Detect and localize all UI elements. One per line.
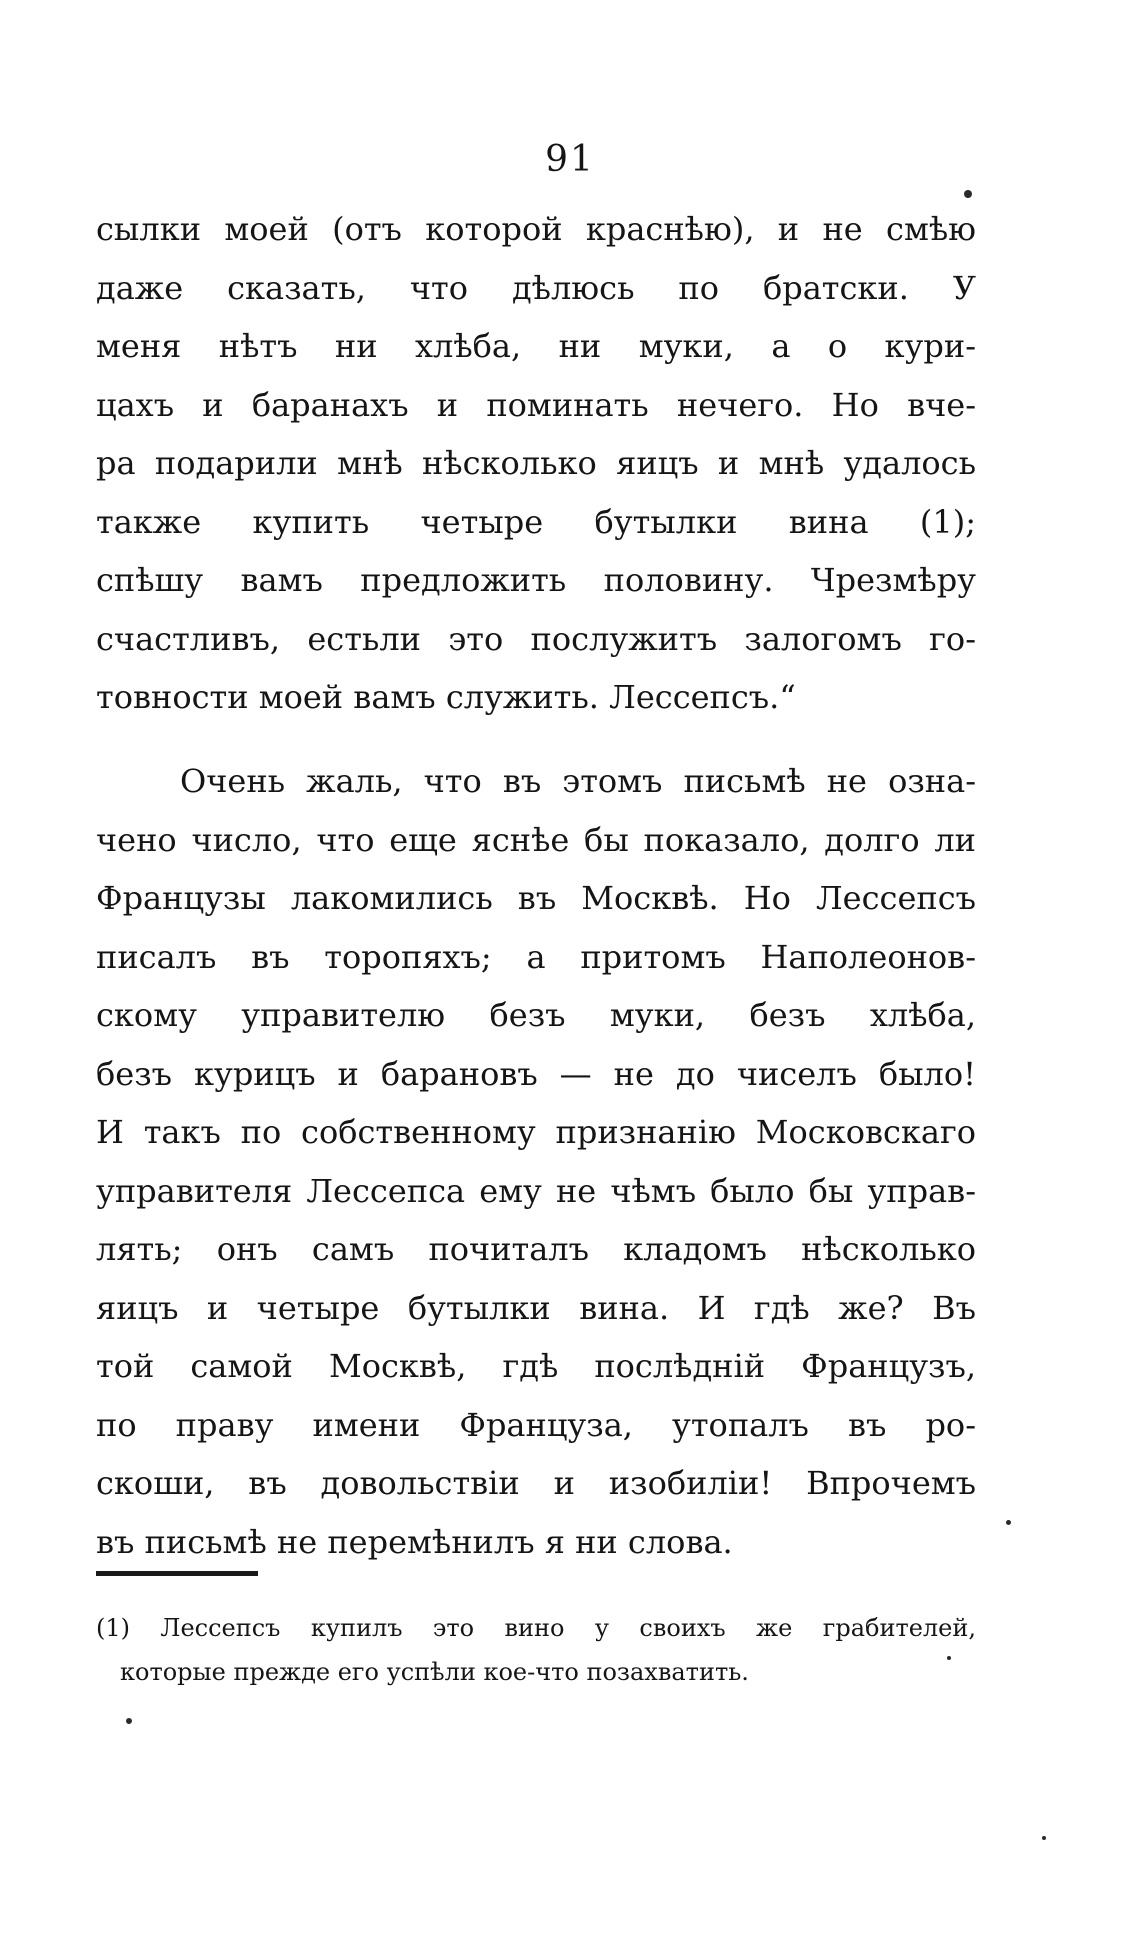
letter-line: цахъ и баранахъ и поминать нечего. Но вче- [96,385,976,424]
paragraph-line: скоши, въ довольствіи и изобиліи! Впрочемъ [96,1464,976,1502]
scan-speck [1006,1520,1011,1525]
letter-quote [96,200,976,727]
paragraph-line: Очень жаль, что въ этомъ письмѣ не озна- [180,762,976,800]
letter-line: сылки моей (отъ которой краснѣю), и не смѣю [96,210,976,248]
paragraph-line: управителя Лессепса ему не чѣмъ было бы управ- [96,1171,976,1210]
paragraph-line: по праву имени Француза, утопалъ въ ро- [96,1405,976,1444]
paragraph-line: скому управителю безъ муки, безъ хлѣба, [96,996,976,1034]
paragraph-line: Французы лакомились въ Москвѣ. Но Лессепсъ [96,879,976,917]
page-number: 91 [545,139,595,180]
scan-speck [126,1718,132,1724]
paragraph-line: безъ курицъ и барановъ — не до чиселъ было! [96,1054,976,1093]
paragraph-line: яицъ и четыре бутылки вина. И гдѣ же? Въ [96,1288,976,1327]
scan-speck [947,1656,951,1660]
letter-line: меня нѣтъ ни хлѣба, ни муки, а о кури- [96,327,976,365]
paragraph-line: чено число, что еще яснѣе бы показало, долго ли [96,820,976,859]
body-paragraph [96,752,976,1571]
scan-speck [964,190,972,198]
letter-line: счастливъ, естьли это послужитъ залогомъ го- [96,619,976,658]
letter-line: ра подарили мнѣ нѣсколько яицъ и мнѣ удалось [96,444,976,482]
scan-speck [1042,1836,1046,1840]
footnote-line: которые прежде его успѣли кое-что позахватить. [120,1658,749,1686]
footnote [96,1606,976,1694]
footnote-divider [96,1571,258,1576]
paragraph-line: въ письмѣ не перемѣнилъ я ни слова. [96,1522,733,1561]
paragraph-line: той самой Москвѣ, гдѣ послѣдній Французъ, [96,1347,976,1385]
footnote-line: (1) Лессепсъ купилъ это вино у своихъ же грабителей, [96,1614,976,1642]
paragraph-line: И такъ по собственному признанію Московскаго [96,1113,976,1151]
paragraph-line: писалъ въ торопяхъ; а притомъ Наполеонов- [96,937,976,976]
letter-line: товности моей вамъ служить. Лессепсъ.“ [96,678,796,716]
letter-line: даже сказать, что дѣлюсь по братски. У [96,268,976,307]
paragraph-line: лять; онъ самъ почиталъ кладомъ нѣсколько [96,1230,976,1268]
letter-line: также купить четыре бутылки вина (1); [96,502,976,541]
letter-line: спѣшу вамъ предложить половину. Чрезмѣру [96,561,976,599]
